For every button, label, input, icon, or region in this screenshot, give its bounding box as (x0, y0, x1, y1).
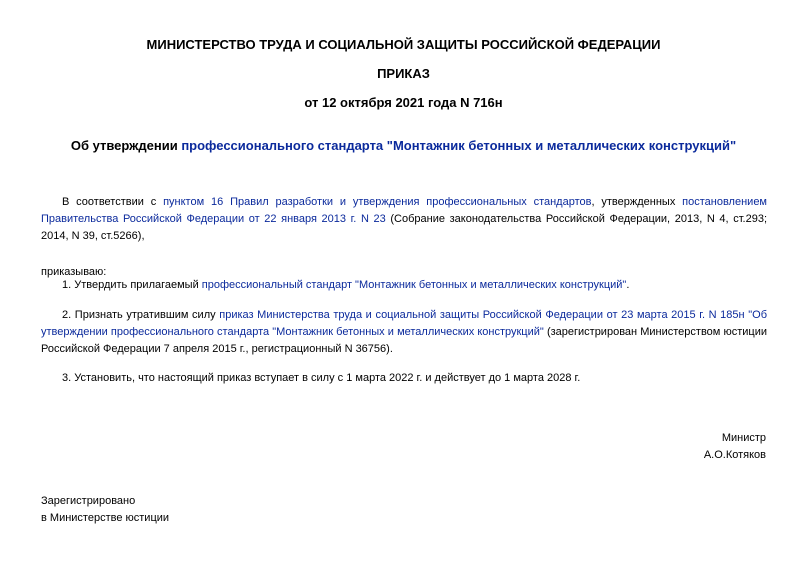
item-2 (41, 307, 767, 358)
government-decree-link[interactable]: постановлением Правительства Российской Федерации от 22 января 2013 г. N 23 (41, 196, 767, 225)
preamble-text (41, 194, 767, 245)
preamble-text-3: (Собрание законодательства Российской Федерации, 2013, N 4, ст.293; 2014, N 39, ст.5266), (41, 213, 768, 242)
item-1-text-1: 1. Утвердить прилагаемый (62, 279, 202, 291)
document-type: ПРИКАЗ (377, 66, 430, 81)
order-title-link[interactable]: профессионального стандарта "Монтажник бетонных и металлических конструкций" (181, 138, 737, 153)
revoked-order-link[interactable]: приказ Министерства труда и социальной защиты Российской Федерации от 23 марта 2015 г. N 185н "Об утверждении профессионального стандарта "Монтажник бетонных и металлических конструкций" (41, 309, 767, 338)
item-1 (41, 277, 767, 294)
item-1-text (41, 277, 767, 294)
signature-name: А.О.Котяков (703, 449, 766, 461)
item-3-text: 3. Установить, что настоящий приказ вступает в силу с 1 марта 2022 г. и действует до 1 марта 2028 г. (62, 372, 581, 384)
order-word: приказываю: (41, 266, 107, 278)
item-2-text-1: 2. Признать утратившим силу (62, 309, 220, 321)
item-1-text-2: . (626, 279, 630, 291)
rules-link[interactable]: пунктом 16 Правил разработки и утверждения профессиональных стандартов (163, 196, 592, 208)
signature-position: Министр (721, 432, 766, 444)
item-3 (41, 370, 767, 387)
order-date-number: от 12 октября 2021 года N 716н (304, 95, 503, 110)
order-title (0, 138, 807, 154)
item-2-text (41, 307, 767, 358)
preamble-text-1: В соответствии с (62, 196, 164, 208)
preamble-paragraph (41, 194, 767, 245)
professional-standard-link[interactable]: профессиональный стандарт "Монтажник бетонных и металлических конструкций" (201, 279, 627, 291)
item-2-text-2: (зарегистрирован Министерством юстиции Российской Федерации 7 апреля 2015 г., регистрационный N 36756). (41, 326, 767, 355)
preamble-text-2: , утвержденных (591, 196, 683, 208)
order-title-prefix: Об утверждении (70, 138, 182, 153)
registered-line-2: в Министерстве юстиции (41, 512, 170, 524)
ministry-heading: МИНИСТЕРСТВО ТРУДА И СОЦИАЛЬНОЙ ЗАЩИТЫ РОССИЙСКОЙ ФЕДЕРАЦИИ (146, 37, 661, 52)
registered-line-1: Зарегистрировано (41, 495, 136, 507)
